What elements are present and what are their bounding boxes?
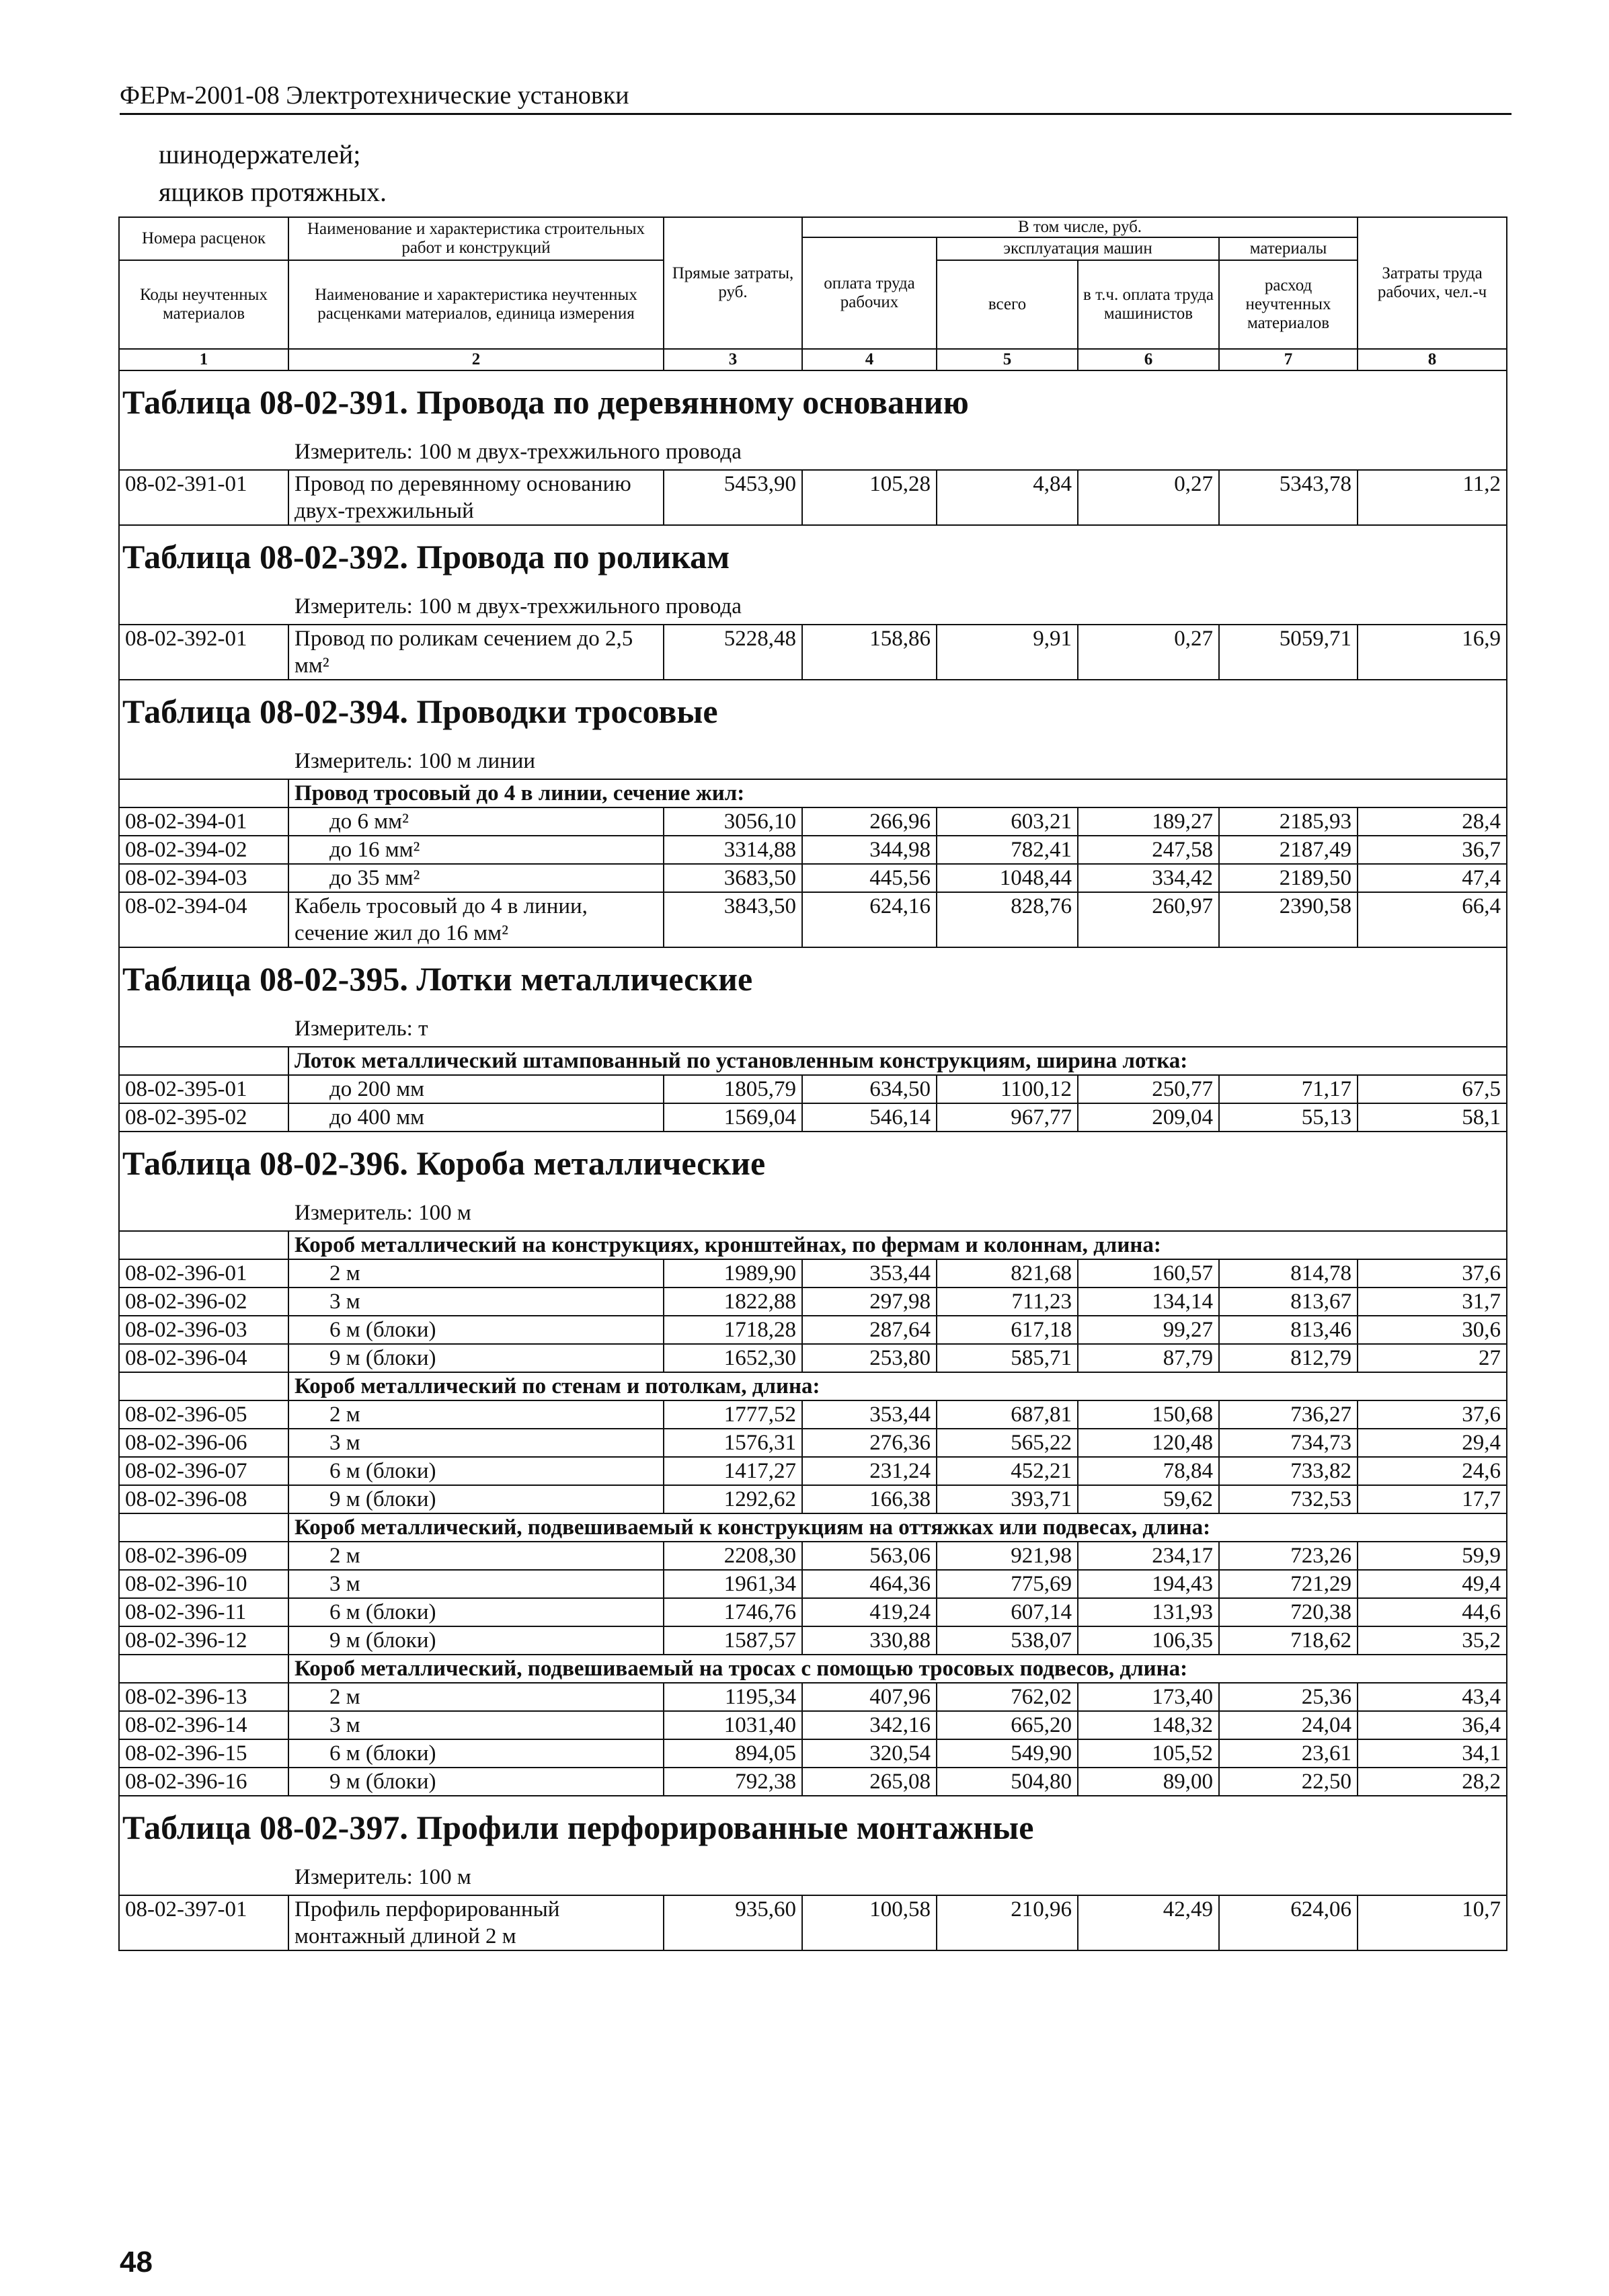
workers-pay: 276,36 (802, 1429, 937, 1457)
machinist-pay: 234,17 (1078, 1542, 1219, 1570)
rate-code: 08-02-394-03 (119, 864, 288, 892)
col-number: 7 (1219, 349, 1358, 370)
workers-pay: 330,88 (802, 1626, 937, 1655)
labor-hours: 11,2 (1358, 470, 1507, 525)
material-consumption: 22,50 (1219, 1768, 1358, 1796)
workers-pay: 266,96 (802, 807, 937, 836)
direct-costs: 792,38 (664, 1768, 802, 1796)
running-header: ФЕРм-2001-08 Электротехнические установки (120, 79, 1512, 115)
group-row (119, 1655, 1507, 1683)
material-consumption: 812,79 (1219, 1344, 1358, 1372)
labor-hours: 66,4 (1358, 892, 1507, 947)
rate-name: до 35 мм² (288, 864, 664, 892)
header-labor-hours: Затраты труда рабочих, чел.-ч (1358, 217, 1507, 349)
header-material-name: Наименование и характеристика неучтенных расценками материалов, единица измерения (288, 260, 664, 349)
workers-pay: 231,24 (802, 1457, 937, 1485)
workers-pay: 253,80 (802, 1344, 937, 1372)
section-measure: Измеритель: 100 м двух-трехжильного провода (295, 594, 742, 619)
material-consumption: 723,26 (1219, 1542, 1358, 1570)
workers-pay: 464,36 (802, 1570, 937, 1598)
table-row (119, 1570, 1507, 1598)
workers-pay: 166,38 (802, 1485, 937, 1513)
col-number: 8 (1358, 349, 1507, 370)
rate-code: 08-02-396-13 (119, 1683, 288, 1711)
col-number: 5 (937, 349, 1078, 370)
rate-name: Провод по деревянному основанию двух-трехжильный (288, 470, 664, 525)
rate-code: 08-02-396-07 (119, 1457, 288, 1485)
machinist-pay: 260,97 (1078, 892, 1219, 947)
group-title: Короб металлический, подвешиваемый к конструкциям на оттяжках или подвесах, длина: (288, 1513, 1507, 1542)
machinist-pay: 78,84 (1078, 1457, 1219, 1485)
direct-costs: 1718,28 (664, 1316, 802, 1344)
machine-total: 549,90 (937, 1739, 1078, 1768)
material-consumption: 813,67 (1219, 1288, 1358, 1316)
col-number: 4 (802, 349, 937, 370)
section-title: Таблица 08-02-397. Профили перфорированные монтажные (122, 1809, 1034, 1846)
machinist-pay: 160,57 (1078, 1259, 1219, 1288)
group-title: Лоток металлический штампованный по установленным конструкциям, ширина лотка: (288, 1047, 1507, 1075)
direct-costs: 5228,48 (664, 625, 802, 680)
direct-costs: 894,05 (664, 1739, 802, 1768)
rates-table (118, 216, 1507, 1951)
rate-name: 9 м (блоки) (288, 1626, 664, 1655)
machine-total: 1100,12 (937, 1075, 1078, 1103)
workers-pay: 419,24 (802, 1598, 937, 1626)
header-materials: материалы (1219, 237, 1358, 260)
rate-code: 08-02-396-04 (119, 1344, 288, 1372)
direct-costs: 1777,52 (664, 1400, 802, 1429)
rate-name: 2 м (288, 1542, 664, 1570)
table-row (119, 1344, 1507, 1372)
section-measure: Измеритель: т (295, 1017, 428, 1041)
group-row (119, 1231, 1507, 1259)
header-machine-operation: эксплуатация машин (937, 237, 1219, 260)
rate-name: 2 м (288, 1259, 664, 1288)
table-row (119, 864, 1507, 892)
labor-hours: 43,4 (1358, 1683, 1507, 1711)
material-consumption: 71,17 (1219, 1075, 1358, 1103)
labor-hours: 47,4 (1358, 864, 1507, 892)
rate-code: 08-02-392-01 (119, 625, 288, 680)
machinist-pay: 148,32 (1078, 1711, 1219, 1739)
labor-hours: 29,4 (1358, 1429, 1507, 1457)
machinist-pay: 250,77 (1078, 1075, 1219, 1103)
table-row (119, 892, 1507, 947)
labor-hours: 27 (1358, 1344, 1507, 1372)
machine-total: 711,23 (937, 1288, 1078, 1316)
material-consumption: 5343,78 (1219, 470, 1358, 525)
rate-name: до 6 мм² (288, 807, 664, 836)
rate-code: 08-02-396-02 (119, 1288, 288, 1316)
machine-total: 538,07 (937, 1626, 1078, 1655)
material-consumption: 721,29 (1219, 1570, 1358, 1598)
header-direct-costs: Прямые затраты, руб. (664, 217, 802, 349)
machinist-pay: 334,42 (1078, 864, 1219, 892)
col-number: 2 (288, 349, 664, 370)
direct-costs: 3314,88 (664, 836, 802, 864)
material-consumption: 720,38 (1219, 1598, 1358, 1626)
rate-code: 08-02-396-08 (119, 1485, 288, 1513)
table-row (119, 807, 1507, 836)
table-row (119, 1739, 1507, 1768)
group-code-cell (119, 1372, 288, 1400)
group-title: Короб металлический, подвешиваемый на тросах с помощью тросовых подвесов, длина: (288, 1655, 1507, 1683)
rate-name: Профиль перфорированный монтажный длиной 2 м (288, 1895, 664, 1950)
intro-line: шинодержателей; (159, 139, 361, 169)
header-material-consumption: расход неучтенных материалов (1219, 260, 1358, 349)
section-title-row (119, 947, 1507, 1047)
rate-name: 2 м (288, 1400, 664, 1429)
labor-hours: 59,9 (1358, 1542, 1507, 1570)
labor-hours: 49,4 (1358, 1570, 1507, 1598)
rate-code: 08-02-395-02 (119, 1103, 288, 1132)
machine-total: 607,14 (937, 1598, 1078, 1626)
rate-name: 9 м (блоки) (288, 1485, 664, 1513)
rate-name: 2 м (288, 1683, 664, 1711)
section-header-cell (119, 947, 1507, 1047)
machine-total: 603,21 (937, 807, 1078, 836)
labor-hours: 24,6 (1358, 1457, 1507, 1485)
header-including: В том числе, руб. (802, 217, 1358, 237)
rate-name: 3 м (288, 1570, 664, 1598)
section-measure: Измеритель: 100 м (295, 1865, 471, 1889)
section-title: Таблица 08-02-392. Провода по роликам (122, 538, 730, 576)
machine-total: 967,77 (937, 1103, 1078, 1132)
labor-hours: 17,7 (1358, 1485, 1507, 1513)
rate-name: Провод по роликам сечением до 2,5 мм² (288, 625, 664, 680)
machine-total: 1048,44 (937, 864, 1078, 892)
workers-pay: 546,14 (802, 1103, 937, 1132)
section-measure: Измеритель: 100 м двух-трехжильного провода (295, 440, 742, 464)
machine-total: 821,68 (937, 1259, 1078, 1288)
direct-costs: 1989,90 (664, 1259, 802, 1288)
direct-costs: 1569,04 (664, 1103, 802, 1132)
labor-hours: 30,6 (1358, 1316, 1507, 1344)
rate-code: 08-02-391-01 (119, 470, 288, 525)
section-title-row (119, 370, 1507, 470)
labor-hours: 36,4 (1358, 1711, 1507, 1739)
table-row (119, 1485, 1507, 1513)
group-row (119, 1372, 1507, 1400)
header-rate-numbers: Номера расценок (119, 217, 288, 260)
direct-costs: 935,60 (664, 1895, 802, 1950)
direct-costs: 1417,27 (664, 1457, 802, 1485)
machine-total: 9,91 (937, 625, 1078, 680)
machine-total: 665,20 (937, 1711, 1078, 1739)
machine-total: 565,22 (937, 1429, 1078, 1457)
labor-hours: 16,9 (1358, 625, 1507, 680)
labor-hours: 35,2 (1358, 1626, 1507, 1655)
direct-costs: 1195,34 (664, 1683, 802, 1711)
machine-total: 687,81 (937, 1400, 1078, 1429)
direct-costs: 1587,57 (664, 1626, 802, 1655)
machine-total: 828,76 (937, 892, 1078, 947)
rate-name: 6 м (блоки) (288, 1457, 664, 1485)
table-row (119, 1626, 1507, 1655)
rate-code: 08-02-396-16 (119, 1768, 288, 1796)
rate-name: 9 м (блоки) (288, 1344, 664, 1372)
group-row (119, 779, 1507, 807)
group-row (119, 1047, 1507, 1075)
direct-costs: 1805,79 (664, 1075, 802, 1103)
machinist-pay: 173,40 (1078, 1683, 1219, 1711)
col-number: 6 (1078, 349, 1219, 370)
rate-code: 08-02-396-06 (119, 1429, 288, 1457)
machine-total: 504,80 (937, 1768, 1078, 1796)
rate-name: 3 м (288, 1288, 664, 1316)
machinist-pay: 0,27 (1078, 470, 1219, 525)
workers-pay: 287,64 (802, 1316, 937, 1344)
labor-hours: 67,5 (1358, 1075, 1507, 1103)
machinist-pay: 150,68 (1078, 1400, 1219, 1429)
group-code-cell (119, 1513, 288, 1542)
rate-name: Кабель тросовый до 4 в линии, сечение жил до 16 мм² (288, 892, 664, 947)
section-title: Таблица 08-02-395. Лотки металлические (122, 960, 753, 998)
workers-pay: 342,16 (802, 1711, 937, 1739)
machinist-pay: 120,48 (1078, 1429, 1219, 1457)
direct-costs: 1031,40 (664, 1711, 802, 1739)
header-work-name: Наименование и характеристика строительных работ и конструкций (288, 217, 664, 260)
workers-pay: 100,58 (802, 1895, 937, 1950)
machinist-pay: 134,14 (1078, 1288, 1219, 1316)
direct-costs: 1652,30 (664, 1344, 802, 1372)
labor-hours: 37,6 (1358, 1259, 1507, 1288)
group-code-cell (119, 1231, 288, 1259)
workers-pay: 344,98 (802, 836, 937, 864)
material-consumption: 733,82 (1219, 1457, 1358, 1485)
section-title: Таблица 08-02-394. Проводки тросовые (122, 692, 718, 730)
direct-costs: 2208,30 (664, 1542, 802, 1570)
group-code-cell (119, 1047, 288, 1075)
table-row (119, 1895, 1507, 1950)
table-row (119, 1288, 1507, 1316)
direct-costs: 1961,34 (664, 1570, 802, 1598)
workers-pay: 105,28 (802, 470, 937, 525)
intro-text (159, 136, 387, 211)
material-consumption: 25,36 (1219, 1683, 1358, 1711)
material-consumption: 2390,58 (1219, 892, 1358, 947)
header-workers-pay: оплата труда рабочих (802, 237, 937, 349)
rate-name: 6 м (блоки) (288, 1739, 664, 1768)
rate-name: 3 м (288, 1711, 664, 1739)
section-header-cell (119, 1132, 1507, 1231)
labor-hours: 36,7 (1358, 836, 1507, 864)
machinist-pay: 99,27 (1078, 1316, 1219, 1344)
direct-costs: 3056,10 (664, 807, 802, 836)
material-consumption: 23,61 (1219, 1739, 1358, 1768)
rate-code: 08-02-395-01 (119, 1075, 288, 1103)
workers-pay: 563,06 (802, 1542, 937, 1570)
machine-total: 393,71 (937, 1485, 1078, 1513)
rate-name: 6 м (блоки) (288, 1598, 664, 1626)
labor-hours: 31,7 (1358, 1288, 1507, 1316)
table-row (119, 1075, 1507, 1103)
table-row (119, 470, 1507, 525)
table-row (119, 836, 1507, 864)
rate-code: 08-02-396-11 (119, 1598, 288, 1626)
table-row (119, 1542, 1507, 1570)
machinist-pay: 131,93 (1078, 1598, 1219, 1626)
workers-pay: 634,50 (802, 1075, 937, 1103)
material-consumption: 813,46 (1219, 1316, 1358, 1344)
section-title: Таблица 08-02-391. Провода по деревянному основанию (122, 383, 969, 421)
material-consumption: 624,06 (1219, 1895, 1358, 1950)
section-title-row (119, 680, 1507, 779)
workers-pay: 407,96 (802, 1683, 937, 1711)
material-consumption: 2187,49 (1219, 836, 1358, 864)
machine-total: 452,21 (937, 1457, 1078, 1485)
group-title: Короб металлический по стенам и потолкам, длина: (288, 1372, 1507, 1400)
machinist-pay: 209,04 (1078, 1103, 1219, 1132)
section-title-row (119, 1132, 1507, 1231)
machinist-pay: 0,27 (1078, 625, 1219, 680)
group-title: Провод тросовый до 4 в линии, сечение жил: (288, 779, 1507, 807)
workers-pay: 297,98 (802, 1288, 937, 1316)
table-row (119, 1683, 1507, 1711)
rate-code: 08-02-394-04 (119, 892, 288, 947)
table-row (119, 1259, 1507, 1288)
header-machine-total: всего (937, 260, 1078, 349)
table-body (119, 217, 1507, 1950)
section-measure: Измеритель: 100 м линии (295, 749, 536, 773)
labor-hours: 44,6 (1358, 1598, 1507, 1626)
table-row (119, 1103, 1507, 1132)
machine-total: 4,84 (937, 470, 1078, 525)
machinist-pay: 247,58 (1078, 836, 1219, 864)
col-number: 1 (119, 349, 288, 370)
material-consumption: 814,78 (1219, 1259, 1358, 1288)
rate-name: 9 м (блоки) (288, 1768, 664, 1796)
direct-costs: 3843,50 (664, 892, 802, 947)
direct-costs: 3683,50 (664, 864, 802, 892)
workers-pay: 353,44 (802, 1259, 937, 1288)
direct-costs: 1576,31 (664, 1429, 802, 1457)
labor-hours: 37,6 (1358, 1400, 1507, 1429)
material-consumption: 732,53 (1219, 1485, 1358, 1513)
material-consumption: 2185,93 (1219, 807, 1358, 836)
table-row (119, 1429, 1507, 1457)
rate-code: 08-02-396-12 (119, 1626, 288, 1655)
section-header-cell (119, 370, 1507, 470)
table-row (119, 1457, 1507, 1485)
machine-total: 585,71 (937, 1344, 1078, 1372)
machinist-pay: 89,00 (1078, 1768, 1219, 1796)
intro-line: ящиков протяжных. (159, 177, 387, 207)
workers-pay: 445,56 (802, 864, 937, 892)
table-row (119, 1768, 1507, 1796)
page-number: 48 (120, 2246, 153, 2279)
table-row (119, 1316, 1507, 1344)
group-code-cell (119, 1655, 288, 1683)
material-consumption: 24,04 (1219, 1711, 1358, 1739)
table-row (119, 1598, 1507, 1626)
section-measure: Измеритель: 100 м (295, 1201, 471, 1225)
rate-code: 08-02-396-03 (119, 1316, 288, 1344)
material-consumption: 734,73 (1219, 1429, 1358, 1457)
machine-total: 782,41 (937, 836, 1078, 864)
material-consumption: 736,27 (1219, 1400, 1358, 1429)
workers-pay: 158,86 (802, 625, 937, 680)
section-title-row (119, 1796, 1507, 1895)
labor-hours: 28,2 (1358, 1768, 1507, 1796)
direct-costs: 5453,90 (664, 470, 802, 525)
table-row (119, 625, 1507, 680)
rate-code: 08-02-394-02 (119, 836, 288, 864)
table-row (119, 1400, 1507, 1429)
workers-pay: 353,44 (802, 1400, 937, 1429)
rate-name: 6 м (блоки) (288, 1316, 664, 1344)
workers-pay: 624,16 (802, 892, 937, 947)
workers-pay: 320,54 (802, 1739, 937, 1768)
direct-costs: 1746,76 (664, 1598, 802, 1626)
section-header-cell (119, 1796, 1507, 1895)
section-title: Таблица 08-02-396. Короба металлические (122, 1144, 766, 1182)
machine-total: 762,02 (937, 1683, 1078, 1711)
group-row (119, 1513, 1507, 1542)
direct-costs: 1292,62 (664, 1485, 802, 1513)
header-machinist-pay: в т.ч. оплата труда машинистов (1078, 260, 1219, 349)
rate-name: до 200 мм (288, 1075, 664, 1103)
section-header-cell (119, 680, 1507, 779)
rate-code: 08-02-396-10 (119, 1570, 288, 1598)
col-number: 3 (664, 349, 802, 370)
machine-total: 617,18 (937, 1316, 1078, 1344)
machinist-pay: 189,27 (1078, 807, 1219, 836)
material-consumption: 2189,50 (1219, 864, 1358, 892)
rate-name: до 16 мм² (288, 836, 664, 864)
rate-code: 08-02-396-01 (119, 1259, 288, 1288)
machinist-pay: 194,43 (1078, 1570, 1219, 1598)
rate-name: 3 м (288, 1429, 664, 1457)
machine-total: 210,96 (937, 1895, 1078, 1950)
section-header-cell (119, 525, 1507, 625)
rate-code: 08-02-397-01 (119, 1895, 288, 1950)
rate-code: 08-02-394-01 (119, 807, 288, 836)
machinist-pay: 87,79 (1078, 1344, 1219, 1372)
labor-hours: 28,4 (1358, 807, 1507, 836)
machinist-pay: 42,49 (1078, 1895, 1219, 1950)
machinist-pay: 106,35 (1078, 1626, 1219, 1655)
material-consumption: 718,62 (1219, 1626, 1358, 1655)
labor-hours: 58,1 (1358, 1103, 1507, 1132)
header-material-codes: Коды неучтенных материалов (119, 260, 288, 349)
rate-code: 08-02-396-05 (119, 1400, 288, 1429)
direct-costs: 1822,88 (664, 1288, 802, 1316)
material-consumption: 55,13 (1219, 1103, 1358, 1132)
labor-hours: 10,7 (1358, 1895, 1507, 1950)
labor-hours: 34,1 (1358, 1739, 1507, 1768)
rate-code: 08-02-396-15 (119, 1739, 288, 1768)
machinist-pay: 59,62 (1078, 1485, 1219, 1513)
rate-code: 08-02-396-09 (119, 1542, 288, 1570)
rate-code: 08-02-396-14 (119, 1711, 288, 1739)
machinist-pay: 105,52 (1078, 1739, 1219, 1768)
table-row (119, 1711, 1507, 1739)
material-consumption: 5059,71 (1219, 625, 1358, 680)
machine-total: 775,69 (937, 1570, 1078, 1598)
group-code-cell (119, 779, 288, 807)
rate-name: до 400 мм (288, 1103, 664, 1132)
workers-pay: 265,08 (802, 1768, 937, 1796)
machine-total: 921,98 (937, 1542, 1078, 1570)
section-title-row (119, 525, 1507, 625)
group-title: Короб металлический на конструкциях, кронштейнах, по фермам и колоннам, длина: (288, 1231, 1507, 1259)
